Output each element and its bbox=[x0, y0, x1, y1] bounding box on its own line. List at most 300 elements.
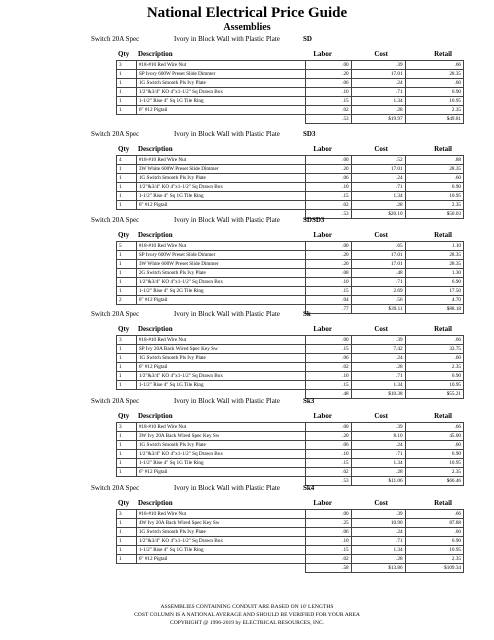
section-description: Ivory in Block Wall with Plastic Plate bbox=[174, 310, 280, 318]
total-spacer bbox=[136, 564, 306, 573]
column-header bbox=[0, 324, 494, 335]
cell-cost: .52 bbox=[351, 156, 405, 165]
cell-labor: .00 bbox=[306, 510, 351, 519]
cell-cost: .28 bbox=[351, 363, 405, 372]
cell-retail: 2.35 bbox=[405, 363, 463, 372]
section-header bbox=[0, 396, 494, 407]
table-row bbox=[117, 528, 464, 537]
cell-labor: .10 bbox=[306, 450, 351, 459]
column-header-qty: Qty bbox=[118, 412, 130, 420]
column-header-retail: Retail bbox=[434, 499, 452, 507]
column-header-qty: Qty bbox=[118, 50, 130, 58]
cell-qty: 1 bbox=[117, 537, 137, 546]
cell-retail: .66 bbox=[405, 510, 463, 519]
total-retail: $55.21 bbox=[405, 390, 463, 399]
cell-retail: .60 bbox=[405, 174, 463, 183]
cell-desc: SP Ivory 600W Preset Slide Dimmer bbox=[136, 251, 306, 260]
cell-desc: 1/2"&3/4" KO 4"x1-1/2" Sq Drawn Box bbox=[136, 183, 306, 192]
cell-labor: .20 bbox=[306, 251, 351, 260]
cell-desc: #18-#10 Red Wire Nut bbox=[136, 336, 306, 345]
section-code: Sk3 bbox=[303, 397, 315, 405]
cell-qty: 1 bbox=[117, 106, 137, 115]
cell-retail: 6.90 bbox=[405, 88, 463, 97]
column-header-description: Description bbox=[138, 499, 173, 507]
footer-line: ASSEMBLIES CONTAINING CONDUIT ARE BASED ON 10' LENGTHS bbox=[160, 604, 334, 610]
cell-qty: 1 bbox=[117, 354, 137, 363]
cell-labor: .20 bbox=[306, 165, 351, 174]
table-row bbox=[117, 468, 464, 477]
cell-retail: .66 bbox=[405, 61, 463, 70]
total-spacer bbox=[117, 564, 137, 573]
table-row bbox=[117, 546, 464, 555]
cell-labor: .02 bbox=[306, 363, 351, 372]
section-header bbox=[0, 483, 494, 494]
table-row bbox=[117, 183, 464, 192]
cell-labor: .15 bbox=[306, 287, 351, 296]
cell-cost: .28 bbox=[351, 555, 405, 564]
section-header bbox=[0, 34, 494, 45]
table-row bbox=[117, 174, 464, 183]
cell-desc: 6" #12 Pigtail bbox=[136, 106, 306, 115]
cell-qty: 2 bbox=[117, 296, 137, 305]
cell-retail: 1.10 bbox=[405, 242, 463, 251]
cell-labor: .02 bbox=[306, 106, 351, 115]
column-header-labor: Labor bbox=[313, 145, 332, 153]
cell-retail: 28.35 bbox=[405, 251, 463, 260]
table-row bbox=[117, 61, 464, 70]
cell-desc: 1-1/2" Rise 4" Sq 1G Tile Ring bbox=[136, 192, 306, 201]
cell-desc: #18-#10 Red Wire Nut bbox=[136, 423, 306, 432]
cell-desc: 1/2"&3/4" KO 4"x1-1/2" Sq Drawn Box bbox=[136, 372, 306, 381]
cell-cost: .39 bbox=[351, 423, 405, 432]
cell-retail: 10.95 bbox=[405, 459, 463, 468]
cell-retail: .60 bbox=[405, 79, 463, 88]
cell-desc: 6" #12 Pigtail bbox=[136, 555, 306, 564]
cell-retail: 6.90 bbox=[405, 183, 463, 192]
cell-retail: 6.90 bbox=[405, 450, 463, 459]
section-spec: Switch 20A Spec bbox=[91, 130, 140, 138]
cell-labor: .08 bbox=[306, 269, 351, 278]
section-header bbox=[0, 129, 494, 140]
assembly-section bbox=[0, 483, 494, 573]
cell-retail: 10.95 bbox=[405, 381, 463, 390]
cell-qty: 1 bbox=[117, 363, 137, 372]
cell-qty: 1 bbox=[117, 79, 137, 88]
cell-labor: .02 bbox=[306, 201, 351, 210]
items-table bbox=[116, 509, 464, 573]
cell-desc: SP Ivory 600W Preset Slide Dimmer bbox=[136, 70, 306, 79]
section-spec: Switch 20A Spec bbox=[91, 310, 140, 318]
total-labor: .77 bbox=[306, 305, 351, 314]
column-header bbox=[0, 49, 494, 60]
cell-retail: 28.35 bbox=[405, 70, 463, 79]
section-code: SD bbox=[303, 35, 312, 43]
table-row bbox=[117, 519, 464, 528]
table-row bbox=[117, 260, 464, 269]
cell-labor: .02 bbox=[306, 555, 351, 564]
cell-labor: .06 bbox=[306, 174, 351, 183]
cell-qty: 3 bbox=[117, 61, 137, 70]
cell-cost: .39 bbox=[351, 336, 405, 345]
cell-labor: .00 bbox=[306, 336, 351, 345]
cell-desc: 1-1/2" Rise 4" Sq 2G Tile Ring bbox=[136, 287, 306, 296]
totals-row bbox=[117, 115, 464, 124]
cell-desc: 6" #12 Pigtail bbox=[136, 468, 306, 477]
cell-qty: 1 bbox=[117, 183, 137, 192]
cell-qty: 5 bbox=[117, 242, 137, 251]
cell-retail: 17.50 bbox=[405, 287, 463, 296]
cell-qty: 1 bbox=[117, 381, 137, 390]
cell-desc: #18-#10 Red Wire Nut bbox=[136, 156, 306, 165]
assembly-section bbox=[0, 309, 494, 399]
footer-line: COPYRIGHT @ 1996-2019 by ELECTRICAL RESOURCES, INC. bbox=[169, 620, 324, 626]
cell-cost: 7.42 bbox=[351, 345, 405, 354]
cell-retail: 87.88 bbox=[405, 519, 463, 528]
section-description: Ivory in Block Wall with Plastic Plate bbox=[174, 35, 280, 43]
column-header-cost: Cost bbox=[374, 499, 388, 507]
cell-qty: 1 bbox=[117, 165, 137, 174]
cell-retail: 4.70 bbox=[405, 296, 463, 305]
cell-labor: .15 bbox=[306, 345, 351, 354]
table-row bbox=[117, 251, 464, 260]
cell-cost: .39 bbox=[351, 61, 405, 70]
cell-retail: 6.90 bbox=[405, 372, 463, 381]
total-cost: $13.86 bbox=[351, 564, 405, 573]
cell-cost: .71 bbox=[351, 372, 405, 381]
column-header-qty: Qty bbox=[118, 499, 130, 507]
cell-cost: .71 bbox=[351, 183, 405, 192]
section-code: SD3 bbox=[303, 130, 316, 138]
cell-qty: 1 bbox=[117, 174, 137, 183]
cell-desc: 1G Switch Smooth Pls Ivy Plate bbox=[136, 528, 306, 537]
cell-desc: 3W Ivy 20A Back Wired Spec Key Sw bbox=[136, 432, 306, 441]
cell-labor: .10 bbox=[306, 537, 351, 546]
column-header bbox=[0, 144, 494, 155]
total-labor: .53 bbox=[306, 477, 351, 486]
total-retail: $109.34 bbox=[405, 564, 463, 573]
cell-cost: 17.01 bbox=[351, 70, 405, 79]
table-row bbox=[117, 459, 464, 468]
cell-qty: 1 bbox=[117, 459, 137, 468]
column-header-labor: Labor bbox=[313, 412, 332, 420]
section-spec: Switch 20A Spec bbox=[91, 484, 140, 492]
table-row bbox=[117, 88, 464, 97]
items-table bbox=[116, 422, 464, 486]
cell-labor: .00 bbox=[306, 156, 351, 165]
page-subtitle: Assemblies bbox=[223, 22, 271, 33]
cell-labor: .20 bbox=[306, 432, 351, 441]
cell-cost: 17.01 bbox=[351, 165, 405, 174]
section-code: Sk bbox=[303, 310, 311, 318]
cell-cost: .71 bbox=[351, 537, 405, 546]
cell-desc: #18-#10 Red Wire Nut bbox=[136, 510, 306, 519]
total-cost: $39.11 bbox=[351, 305, 405, 314]
cell-labor: .06 bbox=[306, 441, 351, 450]
column-header-retail: Retail bbox=[434, 50, 452, 58]
table-row bbox=[117, 336, 464, 345]
cell-cost: .65 bbox=[351, 242, 405, 251]
cell-qty: 1 bbox=[117, 251, 137, 260]
cell-labor: .10 bbox=[306, 278, 351, 287]
table-row bbox=[117, 156, 464, 165]
cell-labor: .06 bbox=[306, 79, 351, 88]
cell-cost: .28 bbox=[351, 201, 405, 210]
total-cost: $20.10 bbox=[351, 210, 405, 219]
cell-qty: 3 bbox=[117, 423, 137, 432]
cell-retail: 6.90 bbox=[405, 537, 463, 546]
column-header-cost: Cost bbox=[374, 325, 388, 333]
cell-labor: .06 bbox=[306, 354, 351, 363]
items-table bbox=[116, 335, 464, 399]
cell-retail: 10.95 bbox=[405, 546, 463, 555]
cell-cost: 10.90 bbox=[351, 519, 405, 528]
table-row bbox=[117, 372, 464, 381]
cell-labor: .02 bbox=[306, 468, 351, 477]
cell-cost: .24 bbox=[351, 174, 405, 183]
table-row bbox=[117, 269, 464, 278]
column-header-description: Description bbox=[138, 50, 173, 58]
cell-cost: .56 bbox=[351, 296, 405, 305]
cell-desc: 2G Switch Smooth Pls Ivy Plate bbox=[136, 269, 306, 278]
cell-labor: .15 bbox=[306, 97, 351, 106]
items-table bbox=[116, 241, 464, 314]
cell-cost: .28 bbox=[351, 468, 405, 477]
table-row bbox=[117, 287, 464, 296]
column-header-description: Description bbox=[138, 145, 173, 153]
cell-desc: SP Ivy 20A Back Wired Spec Key Sw bbox=[136, 345, 306, 354]
cell-qty: 1 bbox=[117, 88, 137, 97]
total-labor: .58 bbox=[306, 564, 351, 573]
section-header bbox=[0, 309, 494, 320]
cell-labor: .10 bbox=[306, 372, 351, 381]
table-row bbox=[117, 278, 464, 287]
cell-retail: 28.35 bbox=[405, 165, 463, 174]
cell-labor: .10 bbox=[306, 183, 351, 192]
cell-retail: 10.95 bbox=[405, 192, 463, 201]
cell-retail: 2.35 bbox=[405, 468, 463, 477]
assembly-section bbox=[0, 129, 494, 219]
total-labor: .53 bbox=[306, 210, 351, 219]
cell-qty: 1 bbox=[117, 269, 137, 278]
column-header-retail: Retail bbox=[434, 231, 452, 239]
table-row bbox=[117, 106, 464, 115]
section-spec: Switch 20A Spec bbox=[91, 216, 140, 224]
cell-desc: 6" #12 Pigtail bbox=[136, 363, 306, 372]
cell-retail: .88 bbox=[405, 156, 463, 165]
cell-labor: .00 bbox=[306, 61, 351, 70]
table-row bbox=[117, 242, 464, 251]
cell-labor: .15 bbox=[306, 381, 351, 390]
cell-labor: .04 bbox=[306, 296, 351, 305]
cell-cost: .39 bbox=[351, 510, 405, 519]
column-header-description: Description bbox=[138, 412, 173, 420]
cell-qty: 1 bbox=[117, 345, 137, 354]
cell-retail: 1.30 bbox=[405, 269, 463, 278]
cell-cost: 17.01 bbox=[351, 251, 405, 260]
table-row bbox=[117, 354, 464, 363]
cell-qty: 1 bbox=[117, 372, 137, 381]
cell-qty: 1 bbox=[117, 192, 137, 201]
column-header-retail: Retail bbox=[434, 412, 452, 420]
total-labor: .53 bbox=[306, 115, 351, 124]
cell-retail: 2.35 bbox=[405, 106, 463, 115]
cell-desc: 1/2"&3/4" KO 4"x1-1/2" Sq Drawn Box bbox=[136, 88, 306, 97]
cell-labor: .25 bbox=[306, 519, 351, 528]
cell-desc: #18-#10 Red Wire Nut bbox=[136, 61, 306, 70]
cell-qty: 1 bbox=[117, 555, 137, 564]
cell-labor: .10 bbox=[306, 88, 351, 97]
cell-labor: .00 bbox=[306, 242, 351, 251]
cell-desc: 1-1/2" Rise 4" Sq 1G Tile Ring bbox=[136, 97, 306, 106]
cell-retail: 33.75 bbox=[405, 345, 463, 354]
column-header-labor: Labor bbox=[313, 231, 332, 239]
column-header-cost: Cost bbox=[374, 145, 388, 153]
table-row bbox=[117, 432, 464, 441]
section-description: Ivory in Block Wall with Plastic Plate bbox=[174, 484, 280, 492]
table-row bbox=[117, 423, 464, 432]
total-retail: $50.03 bbox=[405, 210, 463, 219]
cell-qty: 1 bbox=[117, 201, 137, 210]
table-row bbox=[117, 192, 464, 201]
table-row bbox=[117, 70, 464, 79]
assembly-section bbox=[0, 215, 494, 314]
totals-row bbox=[117, 564, 464, 573]
cell-qty: 1 bbox=[117, 441, 137, 450]
total-retail: $66.46 bbox=[405, 477, 463, 486]
column-header-description: Description bbox=[138, 325, 173, 333]
cell-desc: 1/2"&3/4" KO 4"x1-1/2" Sq Drawn Box bbox=[136, 278, 306, 287]
table-row bbox=[117, 363, 464, 372]
column-header-labor: Labor bbox=[313, 499, 332, 507]
section-description: Ivory in Block Wall with Plastic Plate bbox=[174, 397, 280, 405]
total-cost: $19.97 bbox=[351, 115, 405, 124]
cell-cost: 1.34 bbox=[351, 546, 405, 555]
table-row bbox=[117, 201, 464, 210]
cell-qty: 1 bbox=[117, 97, 137, 106]
column-header-labor: Labor bbox=[313, 50, 332, 58]
section-header bbox=[0, 215, 494, 226]
cell-labor: .15 bbox=[306, 459, 351, 468]
cell-cost: .24 bbox=[351, 441, 405, 450]
table-row bbox=[117, 537, 464, 546]
table-row bbox=[117, 381, 464, 390]
cell-qty: 1 bbox=[117, 450, 137, 459]
cell-qty: 1 bbox=[117, 70, 137, 79]
cell-cost: 1.34 bbox=[351, 97, 405, 106]
cell-cost: 1.34 bbox=[351, 192, 405, 201]
cell-qty: 4 bbox=[117, 156, 137, 165]
section-description: Ivory in Block Wall with Plastic Plate bbox=[174, 130, 280, 138]
table-row bbox=[117, 450, 464, 459]
section-spec: Switch 20A Spec bbox=[91, 397, 140, 405]
total-retail: $49.81 bbox=[405, 115, 463, 124]
items-table bbox=[116, 60, 464, 124]
column-header-cost: Cost bbox=[374, 412, 388, 420]
cell-qty: 3 bbox=[117, 510, 137, 519]
cell-desc: 1-1/2" Rise 4" Sq 1G Tile Ring bbox=[136, 459, 306, 468]
cell-desc: 1G Switch Smooth Pls Ivy Plate bbox=[136, 441, 306, 450]
cell-labor: .20 bbox=[306, 70, 351, 79]
cell-labor: .15 bbox=[306, 546, 351, 555]
column-header-qty: Qty bbox=[118, 145, 130, 153]
cell-retail: 2.35 bbox=[405, 201, 463, 210]
cell-qty: 1 bbox=[117, 546, 137, 555]
cell-desc: 1-1/2" Rise 4" Sq 1G Tile Ring bbox=[136, 546, 306, 555]
cell-qty: 1 bbox=[117, 528, 137, 537]
cell-qty: 1 bbox=[117, 260, 137, 269]
cell-desc: 1G Switch Smooth Pls Ivy Plate bbox=[136, 174, 306, 183]
total-labor: .48 bbox=[306, 390, 351, 399]
column-header bbox=[0, 411, 494, 422]
column-header-retail: Retail bbox=[434, 145, 452, 153]
table-row bbox=[117, 555, 464, 564]
items-table bbox=[116, 155, 464, 219]
cell-retail: .60 bbox=[405, 528, 463, 537]
cell-cost: .24 bbox=[351, 528, 405, 537]
cell-retail: 10.95 bbox=[405, 97, 463, 106]
cell-retail: 6.90 bbox=[405, 278, 463, 287]
cell-labor: .00 bbox=[306, 423, 351, 432]
cell-cost: .24 bbox=[351, 79, 405, 88]
cell-labor: .15 bbox=[306, 192, 351, 201]
cell-desc: 1G Switch Smooth Pls Ivy Plate bbox=[136, 79, 306, 88]
assembly-section bbox=[0, 34, 494, 124]
assembly-section bbox=[0, 396, 494, 486]
cell-retail: .60 bbox=[405, 441, 463, 450]
cell-qty: 1 bbox=[117, 468, 137, 477]
column-header-qty: Qty bbox=[118, 231, 130, 239]
column-header bbox=[0, 230, 494, 241]
table-row bbox=[117, 79, 464, 88]
section-spec: Switch 20A Spec bbox=[91, 35, 140, 43]
table-row bbox=[117, 441, 464, 450]
cell-retail: .66 bbox=[405, 336, 463, 345]
cell-cost: .28 bbox=[351, 106, 405, 115]
cell-desc: 4W Ivy 20A Back Wired Spec Key Sw bbox=[136, 519, 306, 528]
cell-cost: 1.34 bbox=[351, 381, 405, 390]
footer bbox=[0, 603, 494, 627]
cell-qty: 1 bbox=[117, 287, 137, 296]
footer-line: COST COLUMN IS A NATIONAL AVERAGE AND SHOULD BE VERIFIED FOR YOUR AREA bbox=[134, 612, 360, 618]
cell-cost: 17.01 bbox=[351, 260, 405, 269]
cell-cost: .24 bbox=[351, 354, 405, 363]
column-header-cost: Cost bbox=[374, 50, 388, 58]
cell-qty: 3 bbox=[117, 336, 137, 345]
total-cost: $10.38 bbox=[351, 390, 405, 399]
cell-desc: 6" #12 Pigtail bbox=[136, 201, 306, 210]
total-cost: $11.06 bbox=[351, 477, 405, 486]
cell-desc: 3W White 600W Preset Slide Dimmer bbox=[136, 165, 306, 174]
column-header bbox=[0, 498, 494, 509]
column-header-labor: Labor bbox=[313, 325, 332, 333]
cell-qty: 1 bbox=[117, 432, 137, 441]
table-row bbox=[117, 296, 464, 305]
cell-cost: .71 bbox=[351, 278, 405, 287]
total-spacer bbox=[117, 115, 137, 124]
cell-cost: .71 bbox=[351, 88, 405, 97]
cell-labor: .06 bbox=[306, 528, 351, 537]
column-header-retail: Retail bbox=[434, 325, 452, 333]
column-header-qty: Qty bbox=[118, 325, 130, 333]
page-title: National Electrical Price Guide bbox=[146, 5, 348, 21]
cell-cost: 2.69 bbox=[351, 287, 405, 296]
cell-retail: .60 bbox=[405, 354, 463, 363]
cell-desc: #18-#10 Red Wire Nut bbox=[136, 242, 306, 251]
table-row bbox=[117, 345, 464, 354]
cell-cost: 8.10 bbox=[351, 432, 405, 441]
cell-desc: 1G Switch Smooth Pls Ivy Plate bbox=[136, 354, 306, 363]
table-row bbox=[117, 97, 464, 106]
